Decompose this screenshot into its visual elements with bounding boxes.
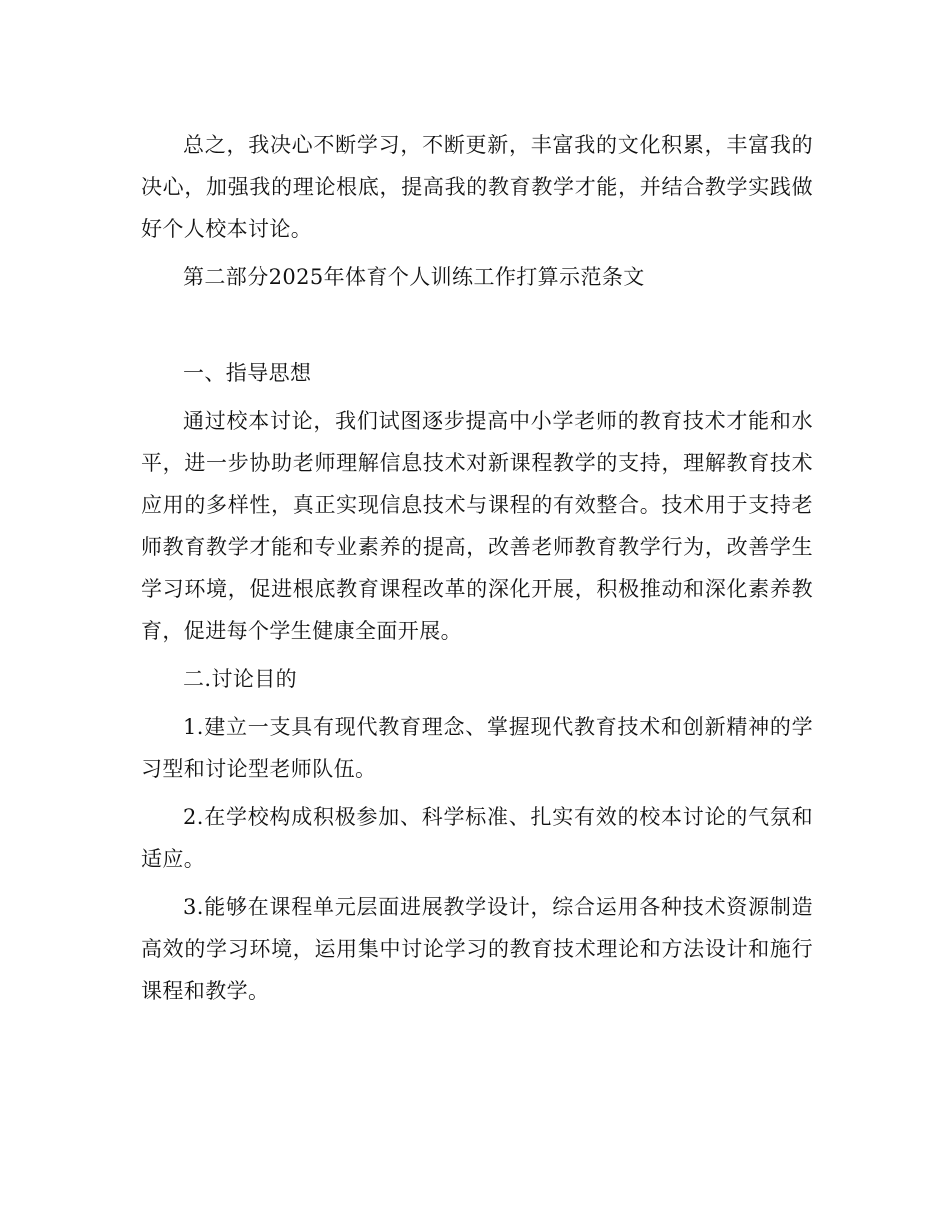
paragraph-conclusion: 总之，我决心不断学习，不断更新，丰富我的文化积累，丰富我的决心，加强我的理论根底，提高我的教育教学才能，并结合教学实践做好个人校本讨论。 [141, 133, 813, 241]
list-item-purpose-3: 3.能够在课程单元层面进展教学设计，综合运用各种技术资源制造高效的学习环境，运用集中讨论学习的教育技术理论和方法设计和施行课程和教学。 [141, 895, 813, 1003]
document-body [141, 124, 813, 1012]
heading-guiding-ideology: 一、指导思想 [183, 361, 312, 385]
section-heading-part-two: 第二部分2025年体育个人训练工作打算示范条文 [183, 265, 645, 289]
paragraph-guiding-ideology: 通过校本讨论，我们试图逐步提高中小学老师的教育技术才能和水平，进一步协助老师理解信息技术对新课程教学的支持，理解教育技术应用的多样性，真正实现信息技术与课程的有效整合。技术用于支持老师教育教学才能和专业素养的提高，改善老师教育教学行为，改善学生学习环境，促进根底教育课程改革的深化开展，积极推动和深化素养教育，促进每个学生健康全面开展。 [141, 409, 813, 643]
heading-discussion-purpose: 二.讨论目的 [183, 667, 298, 691]
list-item-purpose-2: 2.在学校构成积极参加、科学标准、扎实有效的校本讨论的气氛和适应。 [141, 805, 813, 871]
list-item-purpose-1: 1.建立一支具有现代教育理念、掌握现代教育技术和创新精神的学习型和讨论型老师队伍。 [141, 715, 813, 781]
